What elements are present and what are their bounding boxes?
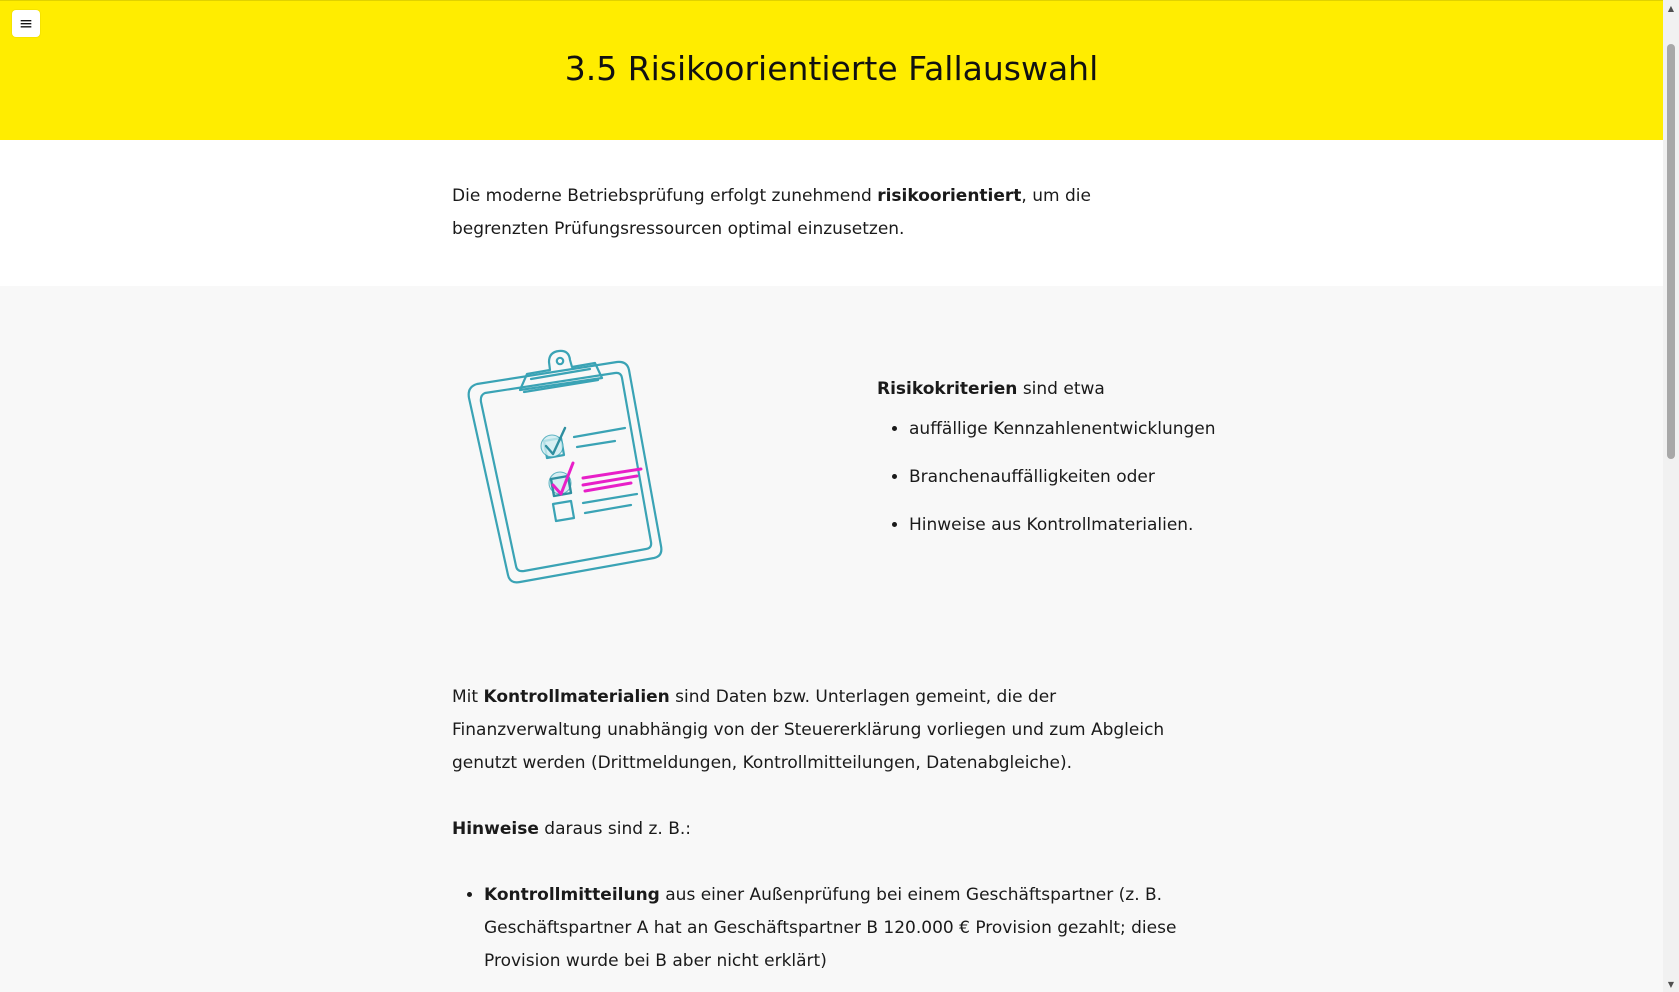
criteria-heading [877,376,1297,402]
list-item: • auffällige Kennzahlenentwicklungen [909,416,1297,442]
control-bold: Kontrollmaterialien [483,687,670,707]
content-section [0,286,1663,992]
page-title: 3.5 Risikoorientierte Fallauswahl [564,49,1099,88]
scrollbar-thumb[interactable] [1667,44,1675,459]
risk-criteria [877,376,1297,560]
vertical-scrollbar[interactable] [1663,0,1679,992]
intro-paragraph [452,180,1172,246]
intro-section [0,140,1663,287]
control-text: Mit [452,687,484,707]
control-materials-section [452,681,1202,978]
clipboard-checklist-icon [465,348,675,586]
hint-bold: Kontrollmitteilung [484,885,660,905]
hint-text: aus einer Außenprüfung bei einem Geschäftspartner (z. B. Geschäftspartner A hat an Geschäftspartner B 120.000 € Provision gezahlt; diese Provision wurde bei B aber nicht erklärt) [484,885,1177,971]
list-item [484,879,1202,978]
menu-button[interactable] [12,10,40,37]
criteria-text: sind etwa [1017,379,1105,399]
intro-text-end: , um die begrenzten Prüfungsressourcen optimal einzusetzen. [452,186,1091,239]
hints-paragraph [452,813,1202,846]
hints-list [452,879,1202,978]
hints-text: daraus sind z. B.: [538,819,692,839]
list-item: • Branchenauffälligkeiten oder [909,464,1297,490]
hamburger-menu-icon: ≡ [18,13,34,34]
criteria-list [877,416,1297,538]
intro-bold: risikoorientiert [877,186,1022,206]
scroll-up-arrow-icon[interactable]: ▲ [1667,3,1675,13]
intro-text: Die moderne Betriebsprüfung erfolgt zunehmend [452,186,878,206]
list-item: • Hinweise aus Kontrollmaterialien. [909,512,1297,538]
hints-bold: Hinweise [452,819,539,839]
control-paragraph [452,681,1202,780]
control-text-end: sind Daten bzw. Unterlagen gemeint, die der Finanzverwaltung unabhängig von der Steuererklärung vorliegen und zum Abgleich genutzt werden (Drittmeldungen, Kontrollmitteilungen, Datenabgleiche). [452,687,1165,773]
header [0,0,1663,140]
criteria-bold: Risikokriterien [877,379,1018,399]
scroll-down-arrow-icon[interactable]: ▼ [1667,979,1675,989]
